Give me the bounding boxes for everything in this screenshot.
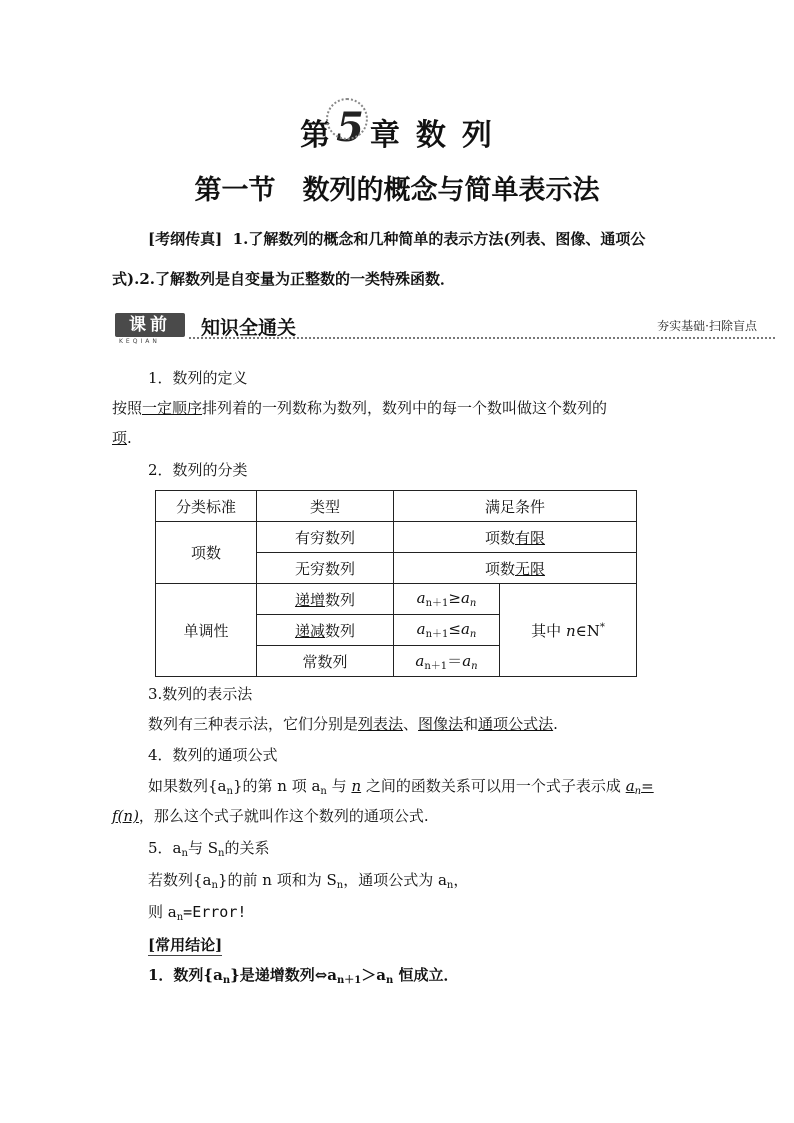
text: 与 S [187, 839, 218, 857]
math-var: a [416, 589, 426, 607]
text: ，那么这个式子就叫作这个数列的通项公式. [138, 807, 429, 825]
underlined-math: f(n) [112, 807, 139, 825]
kaogang-text: 1.了解数列的概念和几种简单的表示方法(列表、图像、通项公 [232, 230, 646, 248]
item4-title: 4．数列的通项公式 [148, 746, 278, 764]
operator: ≤ [448, 620, 461, 638]
text: ＞a [361, 966, 386, 984]
table-cell [257, 584, 394, 615]
text: 之间的函数关系可以用一个式子表示成 [365, 777, 621, 795]
superscript: * [599, 621, 605, 633]
table-cell: 有穷数列 [257, 522, 394, 553]
table-cell [500, 584, 637, 677]
table-cell: 常数列 [257, 646, 394, 677]
item1-line2 [112, 428, 132, 448]
text: 的关系 [224, 839, 270, 857]
section-title: 第一节 数列的概念与简单表示法 [194, 175, 600, 206]
underlined-math [626, 777, 654, 795]
table-cell [394, 553, 637, 584]
text: ，通项公式为 a [343, 871, 447, 889]
text: }的前 n 项和为 S [217, 871, 337, 889]
table-cell [257, 615, 394, 646]
underlined-text: 递增 [294, 590, 325, 609]
underlined-text: 图像法 [418, 715, 464, 733]
text: 恒成立． [398, 966, 459, 984]
table-header-row [156, 491, 637, 522]
table-cell [394, 522, 637, 553]
text: 数列有三种表示法，它们分别是 [148, 715, 359, 733]
subscript: n [446, 880, 454, 891]
text: 数列 [325, 590, 356, 609]
banner-title: 知识全通关 [201, 317, 297, 339]
subscript: n＋1 [337, 975, 362, 986]
banner-slogan: 夯实基础·扫除盲点 [657, 319, 757, 333]
text: ∈N [575, 621, 600, 640]
text: 按照 [112, 399, 143, 417]
subscript: n [469, 598, 477, 609]
item5-line1 [148, 870, 468, 896]
subscript: n＋1 [424, 661, 448, 672]
text: 与 [331, 777, 347, 795]
subscript: n [386, 975, 394, 986]
math-var: a [460, 620, 470, 638]
table-group: 单调性 [156, 584, 257, 677]
text: 1．数列{a [148, 966, 223, 984]
math-var: a [460, 589, 470, 607]
table-group: 项数 [156, 522, 257, 584]
text: 项数 [484, 559, 515, 578]
subscript: n [469, 629, 477, 640]
math-var: a [415, 652, 425, 670]
subscript: n＋1 [425, 629, 449, 640]
subscript: n [226, 786, 233, 797]
text: 如果数列{a [148, 777, 227, 795]
table-cell [394, 584, 500, 615]
common-conclusion-line [148, 965, 459, 991]
table-header: 分类标准 [156, 491, 257, 522]
text: 5．a [148, 839, 182, 857]
table-cell [394, 646, 500, 677]
item3-line [148, 714, 558, 734]
text: 、 [403, 715, 419, 733]
subscript: n [336, 880, 344, 891]
subscript: n [634, 786, 642, 797]
subscript: n [176, 912, 184, 923]
text: }的第 n 项 a [232, 777, 321, 795]
text: 其中 [531, 621, 566, 640]
chapter-number: 5 [336, 104, 366, 151]
table-header: 类型 [257, 491, 394, 522]
kaogang-label: [考纲传真] [148, 230, 223, 248]
subscript: n [218, 848, 225, 859]
table-cell [394, 615, 500, 646]
text: 排列着的一列数称为数列，数列中的每一个数叫做这个数列的 [202, 399, 608, 417]
chapter-prefix: 第 [300, 118, 333, 153]
math-var: n [565, 621, 576, 640]
chapter-number-badge [332, 104, 370, 153]
underlined-text: 通项公式法 [478, 715, 554, 733]
underlined-text: 项 [112, 429, 128, 447]
text: . [127, 429, 132, 447]
banner-rule [189, 337, 775, 339]
subscript: n [471, 661, 478, 672]
operator: ＝ [447, 652, 463, 670]
item4-line2 [112, 806, 429, 826]
underlined-text: 一定顺序 [142, 399, 203, 417]
text: }是递增数列⇔a [230, 966, 338, 984]
item5-title [148, 838, 269, 864]
kaogang-line1 [148, 228, 645, 249]
subscript: n [211, 880, 218, 891]
subscript: n＋1 [425, 598, 449, 609]
underlined-text: 列表法 [358, 715, 404, 733]
underlined-text: 无限 [515, 559, 546, 578]
banner-tag-en: KEQIAN [119, 338, 160, 345]
item1-line [112, 398, 607, 418]
item2-title: 2．数列的分类 [148, 461, 248, 479]
text: 数列 [325, 621, 356, 640]
operator: ≥ [448, 589, 461, 607]
text: 若数列{a [148, 871, 212, 889]
section-banner [115, 313, 775, 345]
table-row [156, 584, 637, 615]
classification-table [155, 490, 637, 677]
table-header: 满足条件 [394, 491, 637, 522]
chapter-word: 章 [369, 118, 402, 153]
banner-tag: 课前 [115, 313, 185, 337]
text: 项数 [484, 528, 515, 547]
table-cell: 无穷数列 [257, 553, 394, 584]
text: . [553, 715, 558, 733]
common-conclusion-label: [常用结论] [148, 936, 223, 954]
item1-title: 1．数列的定义 [148, 369, 248, 387]
subscript: n [222, 975, 231, 986]
kaogang-line2: 式).2.了解数列是自变量为正整数的一类特殊函数． [112, 270, 455, 288]
chapter-word: 数 [415, 118, 448, 153]
math-var: a [416, 620, 426, 638]
text: ， [453, 871, 469, 889]
underlined-text: 递减 [294, 621, 325, 640]
chapter-word: 列 [461, 118, 494, 153]
table-row [156, 522, 637, 553]
item5-line2 [148, 902, 246, 928]
underlined-text: 有限 [515, 528, 546, 547]
subscript: n [320, 786, 327, 797]
item3-title: 3.数列的表示法 [148, 685, 253, 703]
math-var: a [462, 652, 472, 670]
underlined-math: n [351, 777, 362, 795]
subscript: n [181, 848, 188, 859]
item4-line1 [148, 776, 654, 802]
text: 和 [463, 715, 479, 733]
math-var: a [625, 777, 635, 795]
chapter-title [0, 104, 794, 154]
operator: = [641, 777, 654, 795]
error-text: =Error! [183, 903, 247, 921]
text: 则 a [148, 903, 177, 921]
